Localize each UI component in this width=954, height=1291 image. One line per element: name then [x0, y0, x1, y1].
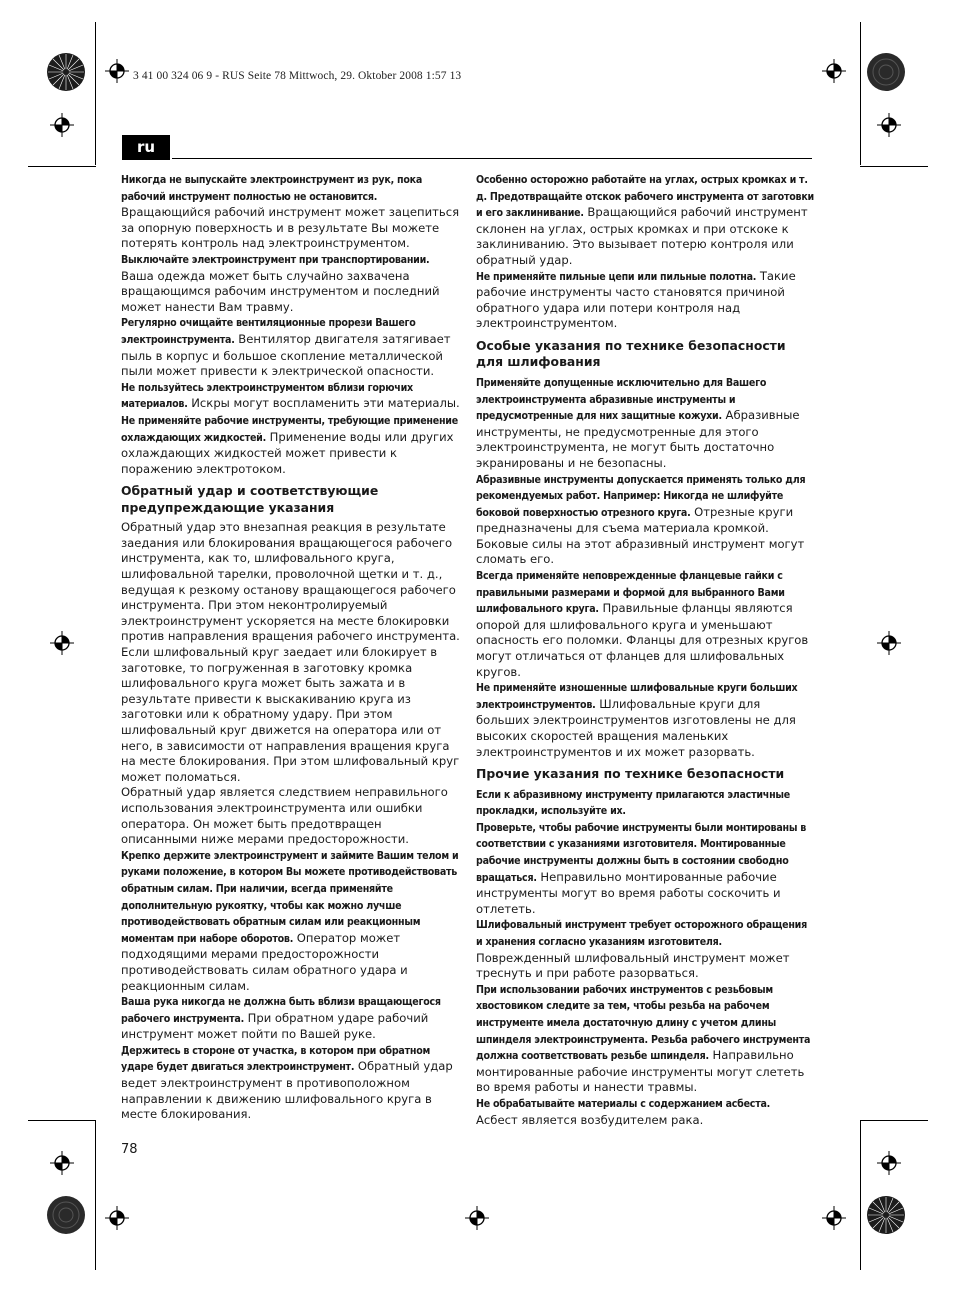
section-heading: Прочие указания по технике безопасности [476, 766, 785, 782]
right-column [476, 172, 814, 1128]
paragraph-lead: Не пользуйтесь электроинструментом вблизи горючих материалов. [121, 381, 413, 411]
paragraph-body: Неправильно монтированные рабочие инструменты могут во время работы соскочить и отлететь. [476, 869, 781, 916]
registration-mark-icon [822, 1206, 846, 1230]
paragraph-lead: Всегда применяйте неповрежденные фланцевые гайки с правильными размерами и формой для выбранного Вами шлифовального круга. [476, 570, 785, 616]
left-column [121, 172, 461, 1123]
crop-mark [860, 1120, 861, 1270]
paragraph-lead: Никогда не выпускайте электроинструмент из рук, пока рабочий инструмент полностью не остановится. [121, 174, 423, 203]
paragraph [121, 380, 461, 413]
paragraph [121, 252, 461, 315]
paragraph-lead: Проверьте, чтобы рабочие инструменты были монтированы в соответствии с указаниями изготовителя. Монтированные рабочие инструменты должны быть в состоянии свободно вращаться. [476, 821, 807, 884]
crop-mark [860, 1120, 928, 1121]
paragraph [121, 1043, 461, 1123]
paragraph [476, 917, 814, 981]
registration-mark-icon [877, 631, 901, 655]
paragraph-body: Отрезные круги предназначены для съема материала кромкой. Боковые силы на этот абразивный инструмент могут сломать его. [476, 504, 805, 567]
rosette-mark-icon [866, 52, 906, 92]
paragraph [476, 568, 814, 680]
paragraph-body: Вентилятор двигателя затягивает пыль в корпус и большое скопление металлической пыли может привести к электрической опасности. [121, 331, 451, 379]
paragraph-lead: Особенно осторожно работайте на углах, острых кромках и т. д. Предотвращайте отскок рабочего инструмента от заготовки и его заклинивание. [476, 174, 814, 220]
crop-mark [95, 1120, 96, 1270]
paragraph-lead: Регулярно очищайте вентиляционные прорези Вашего электроинструмента. [121, 317, 416, 346]
paragraph [121, 848, 461, 994]
paragraph-body: Вращающийся рабочий инструмент склонен на углах, острых кромках и при отскоке к заклиниванию. Это вызывает потерю контроля или обратный удар. [476, 205, 808, 267]
registration-mark-icon [877, 1151, 901, 1175]
language-badge: ru [122, 135, 170, 160]
paragraph: Если шлифовальный круг заедает или блокирует в заготовке, то погруженная в заготовку кромка шлифовального круга может быть зажата и в результате привести к выскакиванию круга из заготовки или к обратному удару. При этом шлифовальный круг движется на оператора или от него, в зависимости от направления вращения круга на месте блокирования. При этом шлифовальный круг может поломаться. [121, 645, 460, 784]
registration-mark-icon [877, 113, 901, 137]
crop-mark [28, 166, 96, 167]
registration-mark-icon [105, 1206, 129, 1230]
paragraph-body: Направильно монтированные рабочие инструменты могут слететь во время работы и нанести травмы. [476, 1048, 805, 1095]
crop-mark [860, 166, 928, 167]
rosette-mark-icon [46, 52, 86, 92]
paragraph [476, 820, 814, 918]
section-heading: Особые указания по технике безопасности для шлифования [476, 337, 786, 370]
paragraph [476, 472, 814, 569]
paragraph [476, 1096, 814, 1128]
paragraph-lead: Если к абразивному инструменту прилагаются эластичные прокладки, используйте их. [476, 788, 790, 818]
registration-mark-icon [822, 59, 846, 83]
paragraph-body: Ваша одежда может быть случайно захвачена вращающимся рабочим инструментом и последний может нанести Вам травму. [121, 268, 440, 314]
print-slug-line: 3 41 00 324 06 9 - RUS Seite 78 Mittwoch, 29. Oktober 2008 1:57 13 [133, 70, 462, 82]
paragraph-lead: Не обрабатывайте материалы с содержанием асбеста. [476, 1097, 771, 1110]
paragraph-lead: Не применяйте изношенные шлифовальные круги больших электроинструментов. [476, 682, 798, 711]
paragraph-body: Такие рабочие инструменты часто становятся причиной обратного удара или потери контроля над электроинструментом. [476, 268, 796, 331]
paragraph-lead: Держитесь в стороне от участка, в котором при обратном ударе будет двигаться электроинструмент. [121, 1044, 431, 1074]
paragraph [121, 994, 461, 1043]
registration-mark-icon [50, 1151, 74, 1175]
paragraph: Обратный удар является следствием неправильного использования электроинструмента или ошибки оператора. Он может быть предотвращен описанными ниже мерами предосторожности. [121, 785, 448, 847]
paragraph [476, 172, 814, 269]
paragraph [121, 315, 461, 379]
section-heading: Обратный удар и соответствующие предупреждающие указания [121, 483, 379, 515]
paragraph-lead: Применяйте допущенные исключительно для Вашего электроинструмента абразивные инструменты и предусмотренные для них защитные кожухи. [476, 376, 767, 423]
rosette-mark-icon [46, 1195, 86, 1235]
paragraph-lead: Выключайте электроинструмент при транспортировании. [121, 253, 430, 266]
paragraph [476, 680, 814, 760]
paragraph [476, 787, 814, 820]
paragraph-lead: При использовании рабочих инструментов с резьбовым хвостовиком следите за тем, чтобы резьба на рабочем инструменте имела достаточную длину с учетом длины шпинделя электроинструмента. Резьба рабочего инструмента должна соответствовать резьбе шпинделя. [476, 983, 811, 1063]
paragraph-body: Вращающийся рабочий инструмент может зацепиться за опорную поверхность и в результате Вы можете потерять контроль над электроинструментом. [121, 205, 460, 251]
paragraph: Обратный удар это внезапная реакция в результате заедания или блокирования вращающегося рабочего инструмента, как то, шлифовального круга, шлифовальной тарелки, проволочной щетки и т. д., ведущая к резкому останову вращающегося рабочего инструмента. При этом неконтролируемый электроинструмент ускоряется на месте блокировки против направления вращения рабочего инструмента. [121, 520, 460, 644]
paragraph [476, 982, 814, 1096]
paragraph-lead: Не применяйте рабочие инструменты, требующие применение охлаждающих жидкостей. [121, 414, 458, 444]
paragraph [121, 413, 461, 477]
crop-mark [28, 1120, 96, 1121]
paragraph-body: При обратном ударе рабочий инструмент может пойти по Вашей руке. [121, 1010, 429, 1042]
paragraph-lead: Не применяйте пильные цепи или пильные полотна. [476, 270, 757, 283]
paragraph-body: Оператор может подходящими мерами предосторожности противодействовать силам обратного удара и реакционным силам. [121, 930, 408, 993]
paragraph-body: Обратный удар ведет электроинструмент в противоположном направлении к движению шлифовального круга в месте блокирования. [121, 1059, 453, 1122]
registration-mark-icon [465, 1206, 489, 1230]
crop-mark [860, 22, 861, 165]
paragraph [476, 375, 814, 472]
paragraph-body: Шлифовальные круги для больших электроинструментов изготовлены не для высоких скоростей вращения маленьких электроинструментов и их может разорвать. [476, 696, 796, 759]
paragraph-lead: Абразивные инструменты допускается применять только для рекомендуемых работ. Например: Никогда не шлифуйте боковой поверхностью отрезного круга. [476, 473, 806, 519]
paragraph-body: Искры могут воспламенить эти материалы. [187, 396, 460, 411]
paragraph-lead: Ваша рука никогда не должна быть вблизи вращающегося рабочего инструмента. [121, 996, 441, 1025]
registration-mark-icon [105, 59, 129, 83]
paragraph-body: Абразивные инструменты, не предусмотренные для этого электроинструмента, не могут быть достаточно экранированы и не безопасны. [476, 408, 800, 470]
paragraph-lead: Шлифовальный инструмент требует осторожного обращения и хранения согласно указаниям изготовителя. [476, 919, 807, 949]
header-rule [172, 158, 812, 159]
paragraph [121, 172, 461, 252]
paragraph-body: Применение воды или других охлаждающих жидкостей может привести к поражению электротоком. [121, 429, 454, 476]
paragraph-lead: Крепко держите электроинструмент и займите Вашим телом и руками положение, в котором Вы можете противодействовать обратным силам. При наличии, всегда применяйте дополнительную рукоятку, чтобы как можно лучше противодействовать обратным силам или реакционным моментам при наборе оборотов. [121, 849, 459, 945]
paragraph-body: Правильные фланцы являются опорой для шлифовального круга и уменьшают опасность его поломки. Фланцы для отрезных кругов могут отличаться от фланцев для шлифовальных кругов. [476, 601, 809, 679]
registration-mark-icon [50, 631, 74, 655]
page-number: 78 [121, 1142, 138, 1157]
registration-mark-icon [50, 113, 74, 137]
paragraph-body: Поврежденный шлифовальный инструмент может треснуть и при работе разорваться. [476, 950, 790, 981]
rosette-mark-icon [866, 1195, 906, 1235]
crop-mark [95, 22, 96, 165]
paragraph-body: Асбест является возбудителем рака. [476, 1112, 704, 1127]
paragraph [476, 269, 814, 332]
